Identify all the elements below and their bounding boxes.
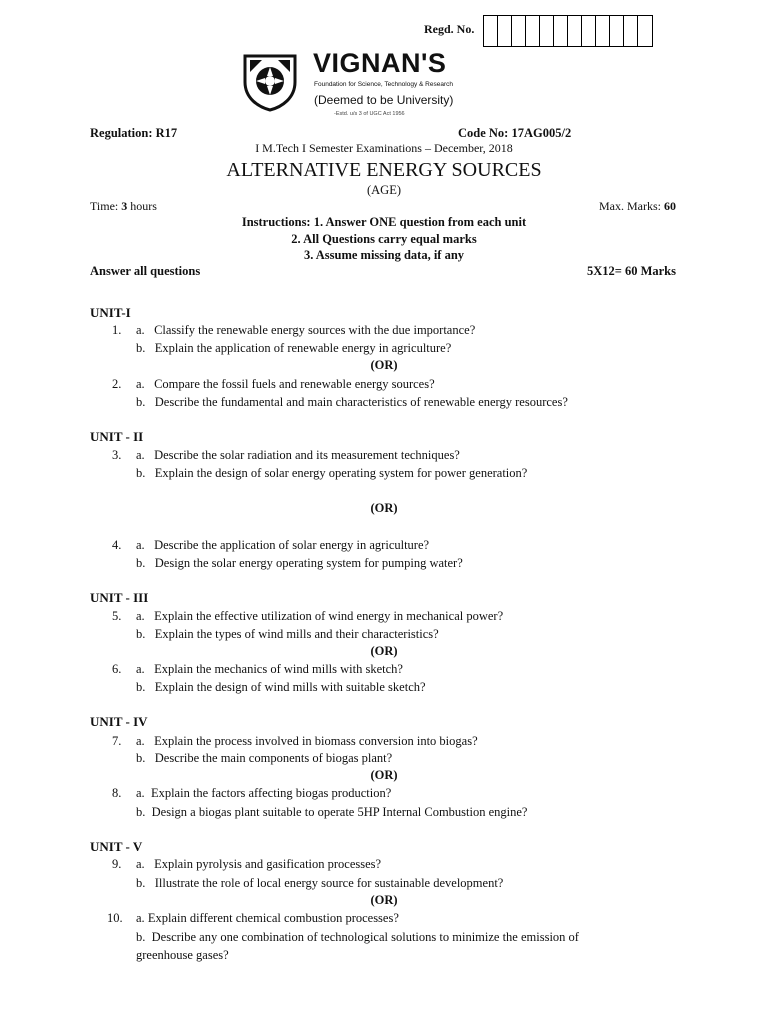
question-number: 8. (112, 786, 122, 800)
question-part-a: a. Describe the application of solar energy in agriculture? (136, 538, 430, 552)
question-part-a: a. Explain the factors affecting biogas production? (136, 786, 392, 800)
max-marks-label: Max. Marks: (599, 199, 661, 213)
question-part-b: b. Describe the fundamental and main characteristics of renewable energy resources? (136, 395, 568, 409)
paper-title: ALTERNATIVE ENERGY SOURCES (226, 159, 542, 181)
unit-title: UNIT - III (90, 590, 149, 605)
or-separator: (OR) (370, 768, 398, 782)
regulation: Regulation: R17 (90, 126, 178, 140)
regd-no-label: Regd. No. (424, 22, 475, 36)
unit-title: UNIT - II (90, 429, 144, 444)
instruction-3: 3. Assume missing data, if any (303, 248, 465, 262)
question-number: 7. (112, 734, 122, 748)
question-part-a: a. Classify the renewable energy sources with the due importance? (136, 323, 476, 337)
logo-estd: -Estd. u/s 3 of UGC Act 1956 (334, 111, 405, 117)
question-part-b: b. Explain the application of renewable energy in agriculture? (136, 341, 452, 355)
unit-title: UNIT-I (90, 305, 131, 320)
unit-title: UNIT - V (90, 839, 143, 854)
paper-abbr: (AGE) (366, 183, 401, 197)
logo-tagline: Foundation for Science, Technology & Research (314, 81, 453, 88)
max-marks-value: 60 (664, 199, 676, 213)
question-number: 5. (112, 609, 122, 623)
question-part-b: b. Describe any one combination of technological solutions to minimize the emission of (136, 930, 579, 944)
question-part-b: b. Illustrate the role of local energy source for sustainable development? (136, 876, 504, 890)
time-unit: hours (130, 199, 157, 213)
question-number: 2. (112, 377, 122, 391)
question-part-a: a. Explain the mechanics of wind mills with sketch? (136, 662, 403, 676)
question-number: 10. (107, 911, 123, 925)
question-part-b: b. Explain the types of wind mills and their characteristics? (136, 627, 439, 641)
question-number: 3. (112, 448, 122, 462)
time-label: Time: (90, 199, 119, 213)
question-number: 4. (112, 538, 122, 552)
question-part-a: a. Explain the process involved in biomass conversion into biogas? (136, 734, 478, 748)
question-part-b: b. Describe the main components of biogas plant? (136, 751, 393, 765)
logo-deemed: (Deemed to be University) (314, 93, 454, 107)
question-part-b: b. Explain the design of wind mills with suitable sketch? (136, 680, 426, 694)
marks-scheme: 5X12= 60 Marks (586, 264, 676, 278)
regd-no-boxes[interactable] (483, 15, 653, 47)
question-part-a: a. Explain pyrolysis and gasification processes? (136, 857, 382, 871)
logo-name: VIGNAN'S (313, 48, 447, 78)
question-number: 9. (112, 857, 122, 871)
instruction-2: 2. All Questions carry equal marks (291, 232, 477, 246)
exam-line: I M.Tech I Semester Examinations – December, 2018 (255, 141, 513, 155)
or-separator: (OR) (370, 501, 398, 515)
instruction-1: Instructions: 1. Answer ONE question from each unit (241, 215, 527, 229)
question-part-a: a. Compare the fossil fuels and renewable energy sources? (136, 377, 435, 391)
question-number: 1. (112, 323, 122, 337)
or-separator: (OR) (370, 644, 398, 658)
question-part-b: b. Design a biogas plant suitable to operate 5HP Internal Combustion engine? (136, 805, 528, 819)
question-part-b: b. Design the solar energy operating system for pumping water? (136, 556, 463, 570)
unit-title: UNIT - IV (90, 714, 148, 729)
question-part-a: a. Describe the solar radiation and its measurement techniques? (136, 448, 460, 462)
question-part-a: a. Explain different chemical combustion processes? (136, 911, 399, 925)
question-number: 6. (112, 662, 122, 676)
code-no: Code No: 17AG005/2 (458, 126, 572, 140)
or-separator: (OR) (370, 358, 398, 372)
vignan-shield-logo-icon (240, 52, 300, 112)
time-value: 3 (121, 199, 128, 213)
question-part-a: a. Explain the effective utilization of wind energy in mechanical power? (136, 609, 504, 623)
question-part-b: b. Explain the design of solar energy operating system for power generation? (136, 466, 528, 480)
answer-all: Answer all questions (90, 264, 201, 278)
or-separator: (OR) (370, 893, 398, 907)
answer-all-row (90, 264, 676, 279)
regulation-row (90, 126, 676, 141)
question-part-b-continued: greenhouse gases? (136, 948, 229, 962)
time-marks-row (90, 199, 676, 214)
